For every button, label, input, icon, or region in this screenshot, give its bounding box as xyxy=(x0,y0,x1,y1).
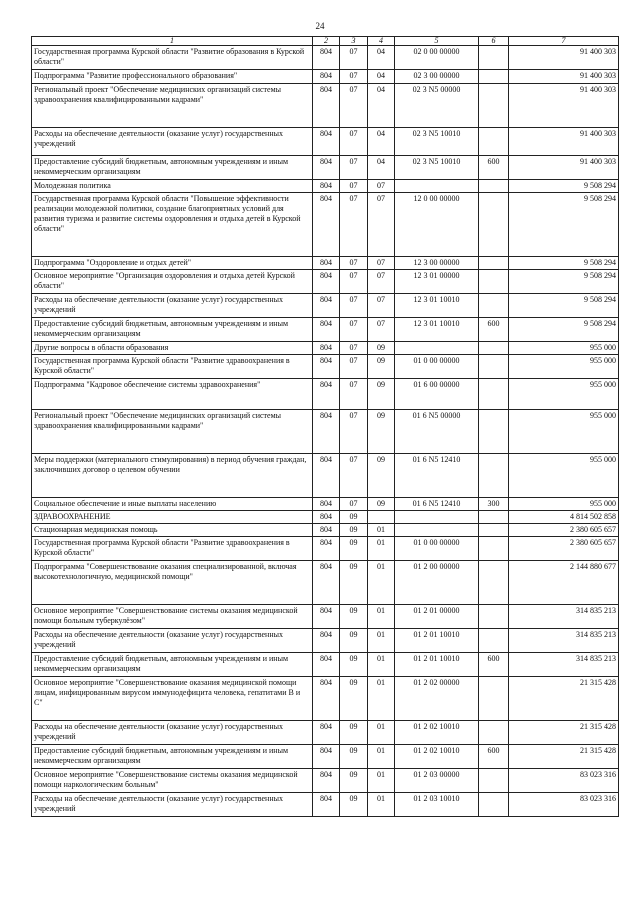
cell-section: 09 xyxy=(340,721,368,745)
table-row xyxy=(32,537,619,561)
cell-expense-type xyxy=(479,294,509,318)
cell-name: Региональный проект "Обеспечение медицинских организаций системы здравоохранения квалифицированными кадрами" xyxy=(32,410,313,454)
cell-section: 09 xyxy=(340,524,368,537)
cell-expense-type: 600 xyxy=(479,745,509,769)
cell-grbs: 804 xyxy=(313,128,340,156)
table-row xyxy=(32,769,619,793)
cell-name: Подпрограмма "Кадровое обеспечение системы здравоохранения" xyxy=(32,379,313,410)
cell-expense-type: 600 xyxy=(479,156,509,180)
table-row xyxy=(32,379,619,410)
cell-grbs: 804 xyxy=(313,793,340,817)
cell-section: 07 xyxy=(340,498,368,511)
table-row xyxy=(32,193,619,257)
table-row xyxy=(32,511,619,524)
cell-section: 07 xyxy=(340,156,368,180)
cell-subsection: 04 xyxy=(368,46,395,70)
cell-subsection: 01 xyxy=(368,537,395,561)
cell-section: 07 xyxy=(340,193,368,257)
cell-target-article: 01 6 N5 12410 xyxy=(395,498,479,511)
header-row xyxy=(32,37,619,46)
cell-target-article: 01 2 01 10010 xyxy=(395,629,479,653)
cell-target-article: 01 6 N5 12410 xyxy=(395,454,479,498)
cell-expense-type xyxy=(479,561,509,605)
cell-subsection: 07 xyxy=(368,180,395,193)
cell-name: Расходы на обеспечение деятельности (оказание услуг) государственных учреждений xyxy=(32,629,313,653)
cell-subsection: 01 xyxy=(368,677,395,721)
cell-grbs: 804 xyxy=(313,524,340,537)
cell-grbs: 804 xyxy=(313,745,340,769)
cell-grbs: 804 xyxy=(313,629,340,653)
cell-subsection: 01 xyxy=(368,769,395,793)
cell-expense-type xyxy=(479,379,509,410)
cell-subsection: 01 xyxy=(368,653,395,677)
cell-target-article: 12 3 01 10010 xyxy=(395,294,479,318)
cell-amount: 21 315 428 xyxy=(509,745,619,769)
cell-grbs: 804 xyxy=(313,379,340,410)
cell-target-article: 01 6 00 00000 xyxy=(395,379,479,410)
cell-grbs: 804 xyxy=(313,498,340,511)
cell-amount: 21 315 428 xyxy=(509,721,619,745)
cell-subsection: 07 xyxy=(368,318,395,342)
table-row xyxy=(32,677,619,721)
cell-target-article: 01 2 03 00000 xyxy=(395,769,479,793)
table-row xyxy=(32,605,619,629)
cell-name: Меры поддержки (материального стимулирования) в период обучения граждан, заключивших договор о целевом обучении xyxy=(32,454,313,498)
cell-grbs: 804 xyxy=(313,193,340,257)
cell-section: 07 xyxy=(340,355,368,379)
cell-subsection: 07 xyxy=(368,270,395,294)
cell-subsection: 04 xyxy=(368,156,395,180)
cell-expense-type xyxy=(479,410,509,454)
cell-amount: 9 508 294 xyxy=(509,270,619,294)
cell-subsection: 09 xyxy=(368,379,395,410)
cell-subsection: 09 xyxy=(368,355,395,379)
cell-section: 09 xyxy=(340,537,368,561)
cell-subsection: 01 xyxy=(368,793,395,817)
cell-amount: 91 400 303 xyxy=(509,84,619,128)
cell-subsection: 01 xyxy=(368,524,395,537)
cell-name: Предоставление субсидий бюджетным, автономным учреждениям и иным некоммерческим организациям xyxy=(32,156,313,180)
cell-amount: 9 508 294 xyxy=(509,294,619,318)
cell-grbs: 804 xyxy=(313,605,340,629)
cell-amount: 9 508 294 xyxy=(509,180,619,193)
cell-expense-type xyxy=(479,355,509,379)
cell-expense-type xyxy=(479,769,509,793)
cell-name: Основное мероприятие "Совершенствование оказания медицинской помощи лицам, инфицированным вирусом иммунодефицита человека, гепатитами В и С" xyxy=(32,677,313,721)
cell-grbs: 804 xyxy=(313,180,340,193)
cell-expense-type xyxy=(479,793,509,817)
cell-grbs: 804 xyxy=(313,84,340,128)
table-row xyxy=(32,84,619,128)
cell-expense-type xyxy=(479,454,509,498)
cell-section: 09 xyxy=(340,677,368,721)
cell-amount: 91 400 303 xyxy=(509,156,619,180)
cell-amount: 314 835 213 xyxy=(509,629,619,653)
cell-expense-type xyxy=(479,605,509,629)
cell-expense-type xyxy=(479,511,509,524)
table-row xyxy=(32,156,619,180)
cell-amount: 9 508 294 xyxy=(509,257,619,270)
cell-expense-type xyxy=(479,342,509,355)
cell-grbs: 804 xyxy=(313,653,340,677)
cell-section: 07 xyxy=(340,180,368,193)
cell-target-article: 01 2 03 10010 xyxy=(395,793,479,817)
cell-subsection: 09 xyxy=(368,454,395,498)
cell-expense-type xyxy=(479,524,509,537)
budget-table xyxy=(31,36,619,817)
cell-target-article: 02 3 N5 10010 xyxy=(395,128,479,156)
cell-target-article: 12 3 01 10010 xyxy=(395,318,479,342)
cell-name: Подпрограмма "Развитие профессионального образования" xyxy=(32,70,313,84)
cell-subsection: 07 xyxy=(368,193,395,257)
cell-expense-type xyxy=(479,70,509,84)
cell-subsection xyxy=(368,511,395,524)
cell-name: Государственная программа Курской области "Развитие образования в Курской области" xyxy=(32,46,313,70)
cell-amount: 91 400 303 xyxy=(509,70,619,84)
cell-name: Стационарная медицинская помощь xyxy=(32,524,313,537)
cell-grbs: 804 xyxy=(313,70,340,84)
cell-amount: 955 000 xyxy=(509,379,619,410)
table-row xyxy=(32,524,619,537)
cell-amount: 4 814 502 858 xyxy=(509,511,619,524)
table-row xyxy=(32,745,619,769)
cell-name: Основное мероприятие "Совершенствование системы оказания медицинской помощи наркологическим больным" xyxy=(32,769,313,793)
cell-amount: 955 000 xyxy=(509,355,619,379)
column-header-target-article: 5 xyxy=(395,37,479,46)
cell-grbs: 804 xyxy=(313,156,340,180)
cell-expense-type xyxy=(479,629,509,653)
cell-section: 09 xyxy=(340,511,368,524)
cell-expense-type xyxy=(479,84,509,128)
cell-section: 07 xyxy=(340,46,368,70)
table-row xyxy=(32,793,619,817)
table-row xyxy=(32,355,619,379)
table-row xyxy=(32,270,619,294)
cell-target-article: 01 2 02 10010 xyxy=(395,745,479,769)
cell-amount: 955 000 xyxy=(509,342,619,355)
cell-target-article: 02 3 N5 00000 xyxy=(395,84,479,128)
cell-subsection: 01 xyxy=(368,745,395,769)
cell-target-article: 01 0 00 00000 xyxy=(395,355,479,379)
cell-target-article: 01 0 00 00000 xyxy=(395,537,479,561)
cell-grbs: 804 xyxy=(313,342,340,355)
cell-expense-type: 600 xyxy=(479,318,509,342)
table-row xyxy=(32,294,619,318)
table-row xyxy=(32,653,619,677)
cell-target-article: 02 3 N5 10010 xyxy=(395,156,479,180)
cell-amount: 9 508 294 xyxy=(509,318,619,342)
table-row xyxy=(32,342,619,355)
cell-section: 09 xyxy=(340,793,368,817)
cell-section: 09 xyxy=(340,561,368,605)
cell-name: Государственная программа Курской области "Развитие здравоохранения в Курской области" xyxy=(32,537,313,561)
column-header-section: 3 xyxy=(340,37,368,46)
cell-grbs: 804 xyxy=(313,769,340,793)
cell-target-article: 01 2 02 00000 xyxy=(395,677,479,721)
cell-name: Подпрограмма "Оздоровление и отдых детей" xyxy=(32,257,313,270)
cell-grbs: 804 xyxy=(313,677,340,721)
cell-section: 09 xyxy=(340,653,368,677)
cell-target-article: 12 3 00 00000 xyxy=(395,257,479,270)
cell-target-article: 12 3 01 00000 xyxy=(395,270,479,294)
cell-amount: 83 023 316 xyxy=(509,793,619,817)
cell-subsection: 01 xyxy=(368,605,395,629)
cell-grbs: 804 xyxy=(313,537,340,561)
table-row xyxy=(32,318,619,342)
cell-expense-type xyxy=(479,537,509,561)
cell-name: Предоставление субсидий бюджетным, автономным учреждениям и иным некоммерческим организациям xyxy=(32,318,313,342)
cell-grbs: 804 xyxy=(313,46,340,70)
cell-grbs: 804 xyxy=(313,511,340,524)
cell-grbs: 804 xyxy=(313,454,340,498)
cell-name: Основное мероприятие "Организация оздоровления и отдыха детей Курской области" xyxy=(32,270,313,294)
cell-amount: 21 315 428 xyxy=(509,677,619,721)
cell-expense-type xyxy=(479,193,509,257)
cell-section: 07 xyxy=(340,379,368,410)
cell-expense-type xyxy=(479,128,509,156)
table-row xyxy=(32,454,619,498)
cell-section: 07 xyxy=(340,294,368,318)
cell-target-article: 01 2 01 00000 xyxy=(395,605,479,629)
cell-grbs: 804 xyxy=(313,721,340,745)
table-row xyxy=(32,561,619,605)
cell-amount: 2 380 605 657 xyxy=(509,524,619,537)
cell-subsection: 09 xyxy=(368,410,395,454)
cell-name: Предоставление субсидий бюджетным, автономным учреждениям и иным некоммерческим организациям xyxy=(32,653,313,677)
cell-expense-type xyxy=(479,721,509,745)
cell-section: 07 xyxy=(340,70,368,84)
cell-grbs: 804 xyxy=(313,561,340,605)
cell-name: Региональный проект "Обеспечение медицинских организаций системы здравоохранения квалифицированными кадрами" xyxy=(32,84,313,128)
cell-grbs: 804 xyxy=(313,270,340,294)
cell-section: 07 xyxy=(340,342,368,355)
cell-expense-type xyxy=(479,180,509,193)
cell-subsection: 04 xyxy=(368,128,395,156)
table-row xyxy=(32,410,619,454)
cell-section: 09 xyxy=(340,769,368,793)
table-row xyxy=(32,128,619,156)
cell-expense-type: 300 xyxy=(479,498,509,511)
cell-expense-type xyxy=(479,677,509,721)
cell-name: Подпрограмма "Совершенствование оказания специализированной, включая высокотехнологичную, медицинской помощи" xyxy=(32,561,313,605)
column-header-expense-type: 6 xyxy=(479,37,509,46)
cell-amount: 91 400 303 xyxy=(509,46,619,70)
cell-section: 07 xyxy=(340,84,368,128)
cell-name: Расходы на обеспечение деятельности (оказание услуг) государственных учреждений xyxy=(32,294,313,318)
cell-amount: 955 000 xyxy=(509,454,619,498)
cell-name: Социальное обеспечение и иные выплаты населению xyxy=(32,498,313,511)
cell-amount: 955 000 xyxy=(509,498,619,511)
cell-target-article: 02 0 00 00000 xyxy=(395,46,479,70)
page-number: 24 xyxy=(315,21,325,31)
cell-target-article xyxy=(395,511,479,524)
cell-name: Государственная программа Курской области "Повышение эффективности реализации молодежной политики, создание благоприятных условий для развития туризма и развитие системы оздоровления и отдыха детей в Курской области" xyxy=(32,193,313,257)
cell-target-article: 01 2 00 00000 xyxy=(395,561,479,605)
cell-name: Расходы на обеспечение деятельности (оказание услуг) государственных учреждений xyxy=(32,721,313,745)
cell-amount: 9 508 294 xyxy=(509,193,619,257)
cell-name: Другие вопросы в области образования xyxy=(32,342,313,355)
cell-name: Государственная программа Курской области "Развитие здравоохранения в Курской области" xyxy=(32,355,313,379)
cell-section: 07 xyxy=(340,128,368,156)
cell-target-article xyxy=(395,180,479,193)
column-header-grbs: 2 xyxy=(313,37,340,46)
cell-amount: 314 835 213 xyxy=(509,653,619,677)
table-body xyxy=(32,37,619,817)
cell-target-article: 12 0 00 00000 xyxy=(395,193,479,257)
cell-target-article xyxy=(395,342,479,355)
cell-grbs: 804 xyxy=(313,355,340,379)
cell-name: Основное мероприятие "Совершенствование системы оказания медицинской помощи больным туберкулёзом" xyxy=(32,605,313,629)
cell-amount: 955 000 xyxy=(509,410,619,454)
column-header-name: 1 xyxy=(32,37,313,46)
cell-section: 07 xyxy=(340,410,368,454)
cell-subsection: 07 xyxy=(368,294,395,318)
table-row xyxy=(32,180,619,193)
cell-target-article: 01 2 02 10010 xyxy=(395,721,479,745)
cell-subsection: 01 xyxy=(368,629,395,653)
cell-grbs: 804 xyxy=(313,410,340,454)
cell-expense-type xyxy=(479,270,509,294)
cell-subsection: 09 xyxy=(368,342,395,355)
cell-amount: 83 023 316 xyxy=(509,769,619,793)
cell-grbs: 804 xyxy=(313,294,340,318)
cell-section: 09 xyxy=(340,745,368,769)
cell-subsection: 01 xyxy=(368,721,395,745)
cell-name: Расходы на обеспечение деятельности (оказание услуг) государственных учреждений xyxy=(32,128,313,156)
cell-amount: 2 144 880 677 xyxy=(509,561,619,605)
cell-section: 07 xyxy=(340,257,368,270)
cell-section: 09 xyxy=(340,629,368,653)
table-row xyxy=(32,70,619,84)
cell-section: 09 xyxy=(340,605,368,629)
cell-expense-type: 600 xyxy=(479,653,509,677)
cell-name: Молодежная политика xyxy=(32,180,313,193)
cell-target-article: 01 6 N5 00000 xyxy=(395,410,479,454)
table-row xyxy=(32,498,619,511)
cell-name: Расходы на обеспечение деятельности (оказание услуг) государственных учреждений xyxy=(32,793,313,817)
cell-target-article xyxy=(395,524,479,537)
cell-grbs: 804 xyxy=(313,257,340,270)
table-row xyxy=(32,257,619,270)
cell-subsection: 07 xyxy=(368,257,395,270)
cell-grbs: 804 xyxy=(313,318,340,342)
cell-expense-type xyxy=(479,257,509,270)
cell-subsection: 09 xyxy=(368,498,395,511)
cell-subsection: 01 xyxy=(368,561,395,605)
cell-name: ЗДРАВООХРАНЕНИЕ xyxy=(32,511,313,524)
cell-amount: 91 400 303 xyxy=(509,128,619,156)
cell-name: Предоставление субсидий бюджетным, автономным учреждениям и иным некоммерческим организациям xyxy=(32,745,313,769)
cell-target-article: 01 2 01 10010 xyxy=(395,653,479,677)
cell-amount: 314 835 213 xyxy=(509,605,619,629)
column-header-subsection: 4 xyxy=(368,37,395,46)
cell-section: 07 xyxy=(340,318,368,342)
cell-subsection: 04 xyxy=(368,70,395,84)
table-row xyxy=(32,721,619,745)
cell-section: 07 xyxy=(340,270,368,294)
table-row xyxy=(32,46,619,70)
cell-amount: 2 380 605 657 xyxy=(509,537,619,561)
cell-target-article: 02 3 00 00000 xyxy=(395,70,479,84)
cell-expense-type xyxy=(479,46,509,70)
column-header-amount: 7 xyxy=(509,37,619,46)
table-row xyxy=(32,629,619,653)
cell-subsection: 04 xyxy=(368,84,395,128)
cell-section: 07 xyxy=(340,454,368,498)
